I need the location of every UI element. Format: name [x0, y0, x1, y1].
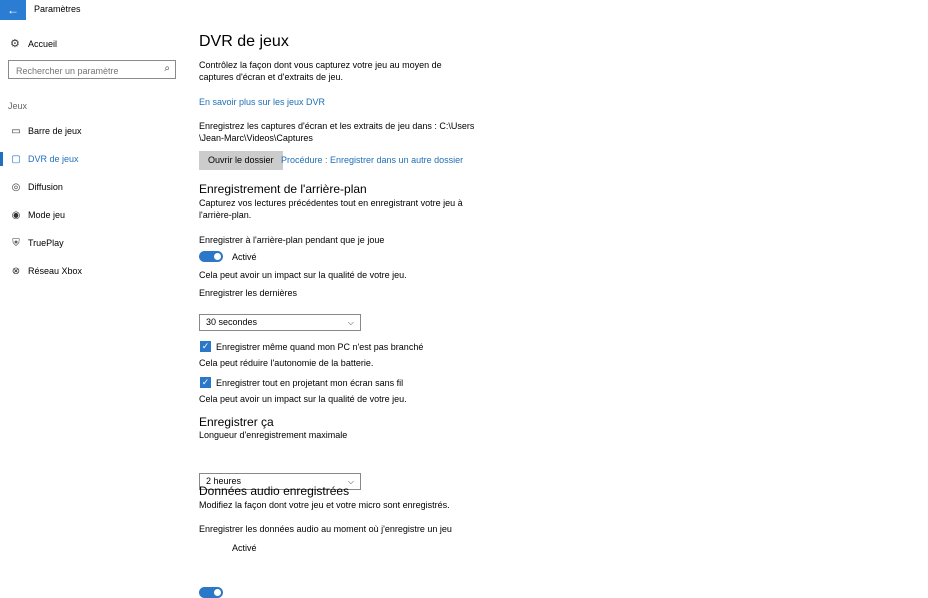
- sidebar-item-diffusion[interactable]: [0, 176, 190, 198]
- procedure-link[interactable]: Procédure : Enregistrer dans un autre dossier: [281, 155, 464, 165]
- background-desc-line1: Capturez vos lectures précédentes tout en enregistrant votre jeu à: [199, 198, 463, 208]
- sidebar: [0, 20, 190, 563]
- record-unplugged-checkbox[interactable]: ✓: [201, 341, 210, 351]
- window-title: Paramètres: [34, 4, 81, 14]
- background-toggle-label: Enregistrer à l'arrière-plan pendant que je joue: [199, 235, 385, 245]
- sidebar-item-mode-jeu[interactable]: [0, 204, 190, 226]
- page-title: DVR de jeux: [199, 33, 289, 50]
- background-recording-heading: Enregistrement de l'arrière-plan: [199, 182, 367, 196]
- active-indicator: [0, 152, 3, 166]
- sidebar-item-label: DVR de jeux: [28, 154, 79, 164]
- max-length-label: Longueur d'enregistrement maximale: [199, 430, 348, 440]
- audio-heading: Données audio enregistrées: [199, 484, 350, 498]
- background-recording-toggle[interactable]: [199, 251, 223, 262]
- background-toggle-state: Activé: [232, 252, 257, 262]
- trueplay-icon: ⛨: [12, 237, 20, 249]
- game-bar-icon: ▭: [11, 125, 21, 137]
- sidebar-home-label: Accueil: [28, 38, 58, 49]
- record-wireless-checkbox[interactable]: ✓: [201, 377, 210, 387]
- sidebar-item-label: Réseau Xbox: [28, 266, 83, 276]
- record-this-heading: Enregistrer ça: [199, 415, 274, 429]
- dvr-icon: ▢: [11, 153, 21, 165]
- wireless-impact-note: Cela peut avoir un impact sur la qualité de votre jeu.: [199, 394, 407, 404]
- background-impact-note: Cela peut avoir un impact sur la qualité de votre jeu.: [199, 270, 407, 280]
- main-content: [199, 0, 899, 563]
- intro-text-line1: Contrôlez la façon dont vous capturez votre jeu au moyen de: [199, 60, 442, 70]
- save-path-line2: \Jean-Marc\Videos\Captures: [199, 133, 313, 143]
- max-length-value: 2 heures: [206, 476, 242, 486]
- sidebar-item-barre-de-jeux[interactable]: [0, 120, 190, 142]
- sidebar-item-label: Mode jeu: [28, 210, 66, 220]
- audio-toggle-state: Activé: [232, 543, 257, 553]
- sidebar-item-dvr-de-jeux[interactable]: [0, 148, 190, 170]
- broadcast-icon: ◎: [11, 181, 21, 193]
- audio-desc: Modifiez la façon dont votre jeu et votre micro sont enregistrés.: [199, 500, 450, 510]
- sidebar-item-reseau-xbox[interactable]: [0, 260, 190, 282]
- record-wireless-label: Enregistrer tout en projetant mon écran sans fil: [216, 378, 404, 388]
- record-unplugged-label: Enregistrer même quand mon PC n'est pas branché: [216, 342, 424, 352]
- gear-icon: ⚙: [10, 38, 20, 50]
- intro-text-line2: captures d'écran et d'extraits de jeu.: [199, 72, 344, 82]
- record-last-label: Enregistrer les dernières: [199, 288, 298, 298]
- sidebar-item-label: Diffusion: [28, 182, 63, 192]
- record-last-value: 30 secondes: [206, 317, 258, 327]
- save-path-line1: Enregistrez les captures d'écran et les extraits de jeu dans : C:\Users: [199, 121, 475, 131]
- audio-toggle-label: Enregistrer les données audio au moment où j'enregistre un jeu: [199, 524, 452, 534]
- background-desc-line2: l'arrière-plan.: [199, 210, 252, 220]
- sidebar-section-label: Jeux: [8, 101, 28, 111]
- sidebar-item-label: Barre de jeux: [28, 126, 82, 136]
- sidebar-item-label: TruePlay: [28, 238, 64, 248]
- audio-recording-toggle[interactable]: [199, 587, 223, 598]
- chevron-down-icon: ⌵: [347, 318, 354, 327]
- sidebar-home[interactable]: [10, 37, 57, 50]
- back-arrow-icon: ←: [7, 3, 19, 17]
- record-last-dropdown[interactable]: [199, 314, 361, 331]
- search-box[interactable]: [8, 60, 176, 79]
- game-mode-icon: ◉: [11, 209, 21, 221]
- search-icon[interactable]: ⌕: [164, 63, 170, 74]
- open-folder-button[interactable]: Ouvrir le dossier: [199, 151, 283, 170]
- sidebar-item-trueplay[interactable]: [0, 232, 190, 254]
- xbox-icon: ⊗: [11, 265, 21, 277]
- learn-more-link[interactable]: En savoir plus sur les jeux DVR: [199, 97, 326, 107]
- search-input[interactable]: [16, 64, 156, 79]
- battery-note: Cela peut réduire l'autonomie de la batterie.: [199, 358, 374, 368]
- back-button[interactable]: [0, 0, 26, 20]
- chevron-down-icon: ⌵: [347, 477, 354, 486]
